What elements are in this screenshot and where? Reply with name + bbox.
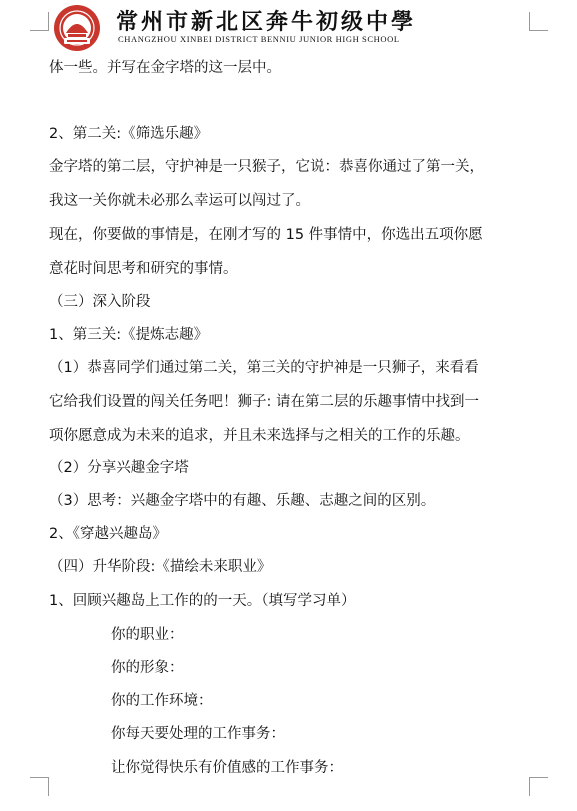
text-line: （1）恭喜同学们通过第二关，第三关的守护神是一只狮子，来看看	[49, 360, 479, 376]
section-heading: 2、第二关:《筛选乐趣》	[49, 126, 209, 142]
worksheet-field-label: 你的职业：	[111, 627, 184, 643]
school-logo-icon	[52, 3, 102, 53]
margin-mark-bottom-left	[30, 777, 49, 796]
text-line: 意花时间思考和研究的事情。	[49, 261, 238, 277]
text-line: 金字塔的第二层，守护神是一只猴子，它说：恭喜你通过了第一关，	[49, 159, 484, 175]
school-name-en: CHANGZHOU XINBEI DISTRICT BENNIU JUNIOR HIGH SCHOOL	[118, 34, 400, 44]
text-line: 我这一关你就未必那么幸运可以闯过了。	[49, 193, 310, 209]
margin-mark-top-right	[529, 12, 548, 31]
text-line: 1、回顾兴趣岛上工作的的一天。（填写学习单）	[49, 593, 356, 609]
margin-mark-top-left	[30, 12, 49, 31]
text-line: 项你愿意成为未来的追求，并且未来选择与之相关的工作的乐趣。	[49, 428, 470, 444]
text-line: （3）思考：兴趣金字塔中的有趣、乐趣、志趣之间的区别。	[49, 493, 436, 509]
worksheet-field-label: 你的形象：	[111, 660, 184, 676]
worksheet-field-label: 让你觉得快乐有价值感的工作事务：	[111, 760, 343, 776]
page-header	[0, 0, 577, 50]
worksheet-field-label: 你每天要处理的工作事务：	[111, 726, 285, 742]
text-line: 它给我们设置的闯关任务吧！狮子: 请在第二层的乐趣事情中找到一	[49, 394, 479, 410]
section-heading: 1、第三关:《提炼志趣》	[49, 327, 209, 343]
text-line: （2）分享兴趣金字塔	[49, 460, 189, 476]
school-name-cn: 常州市新北区奔牛初级中學	[116, 9, 417, 35]
section-heading: 2、《穿越兴趣岛》	[49, 526, 167, 542]
worksheet-field-label: 你的工作环境：	[111, 693, 213, 709]
text-line: 现在，你要做的事情是，在刚才写的 15 件事情中，你选出五项你愿	[49, 227, 483, 243]
margin-mark-bottom-right	[529, 777, 548, 796]
section-heading: （三）深入阶段	[49, 294, 151, 310]
section-heading: （四）升华阶段:《描绘未来职业》	[49, 559, 272, 575]
text-line: 体一些。并写在金字塔的这一层中。	[49, 60, 281, 76]
